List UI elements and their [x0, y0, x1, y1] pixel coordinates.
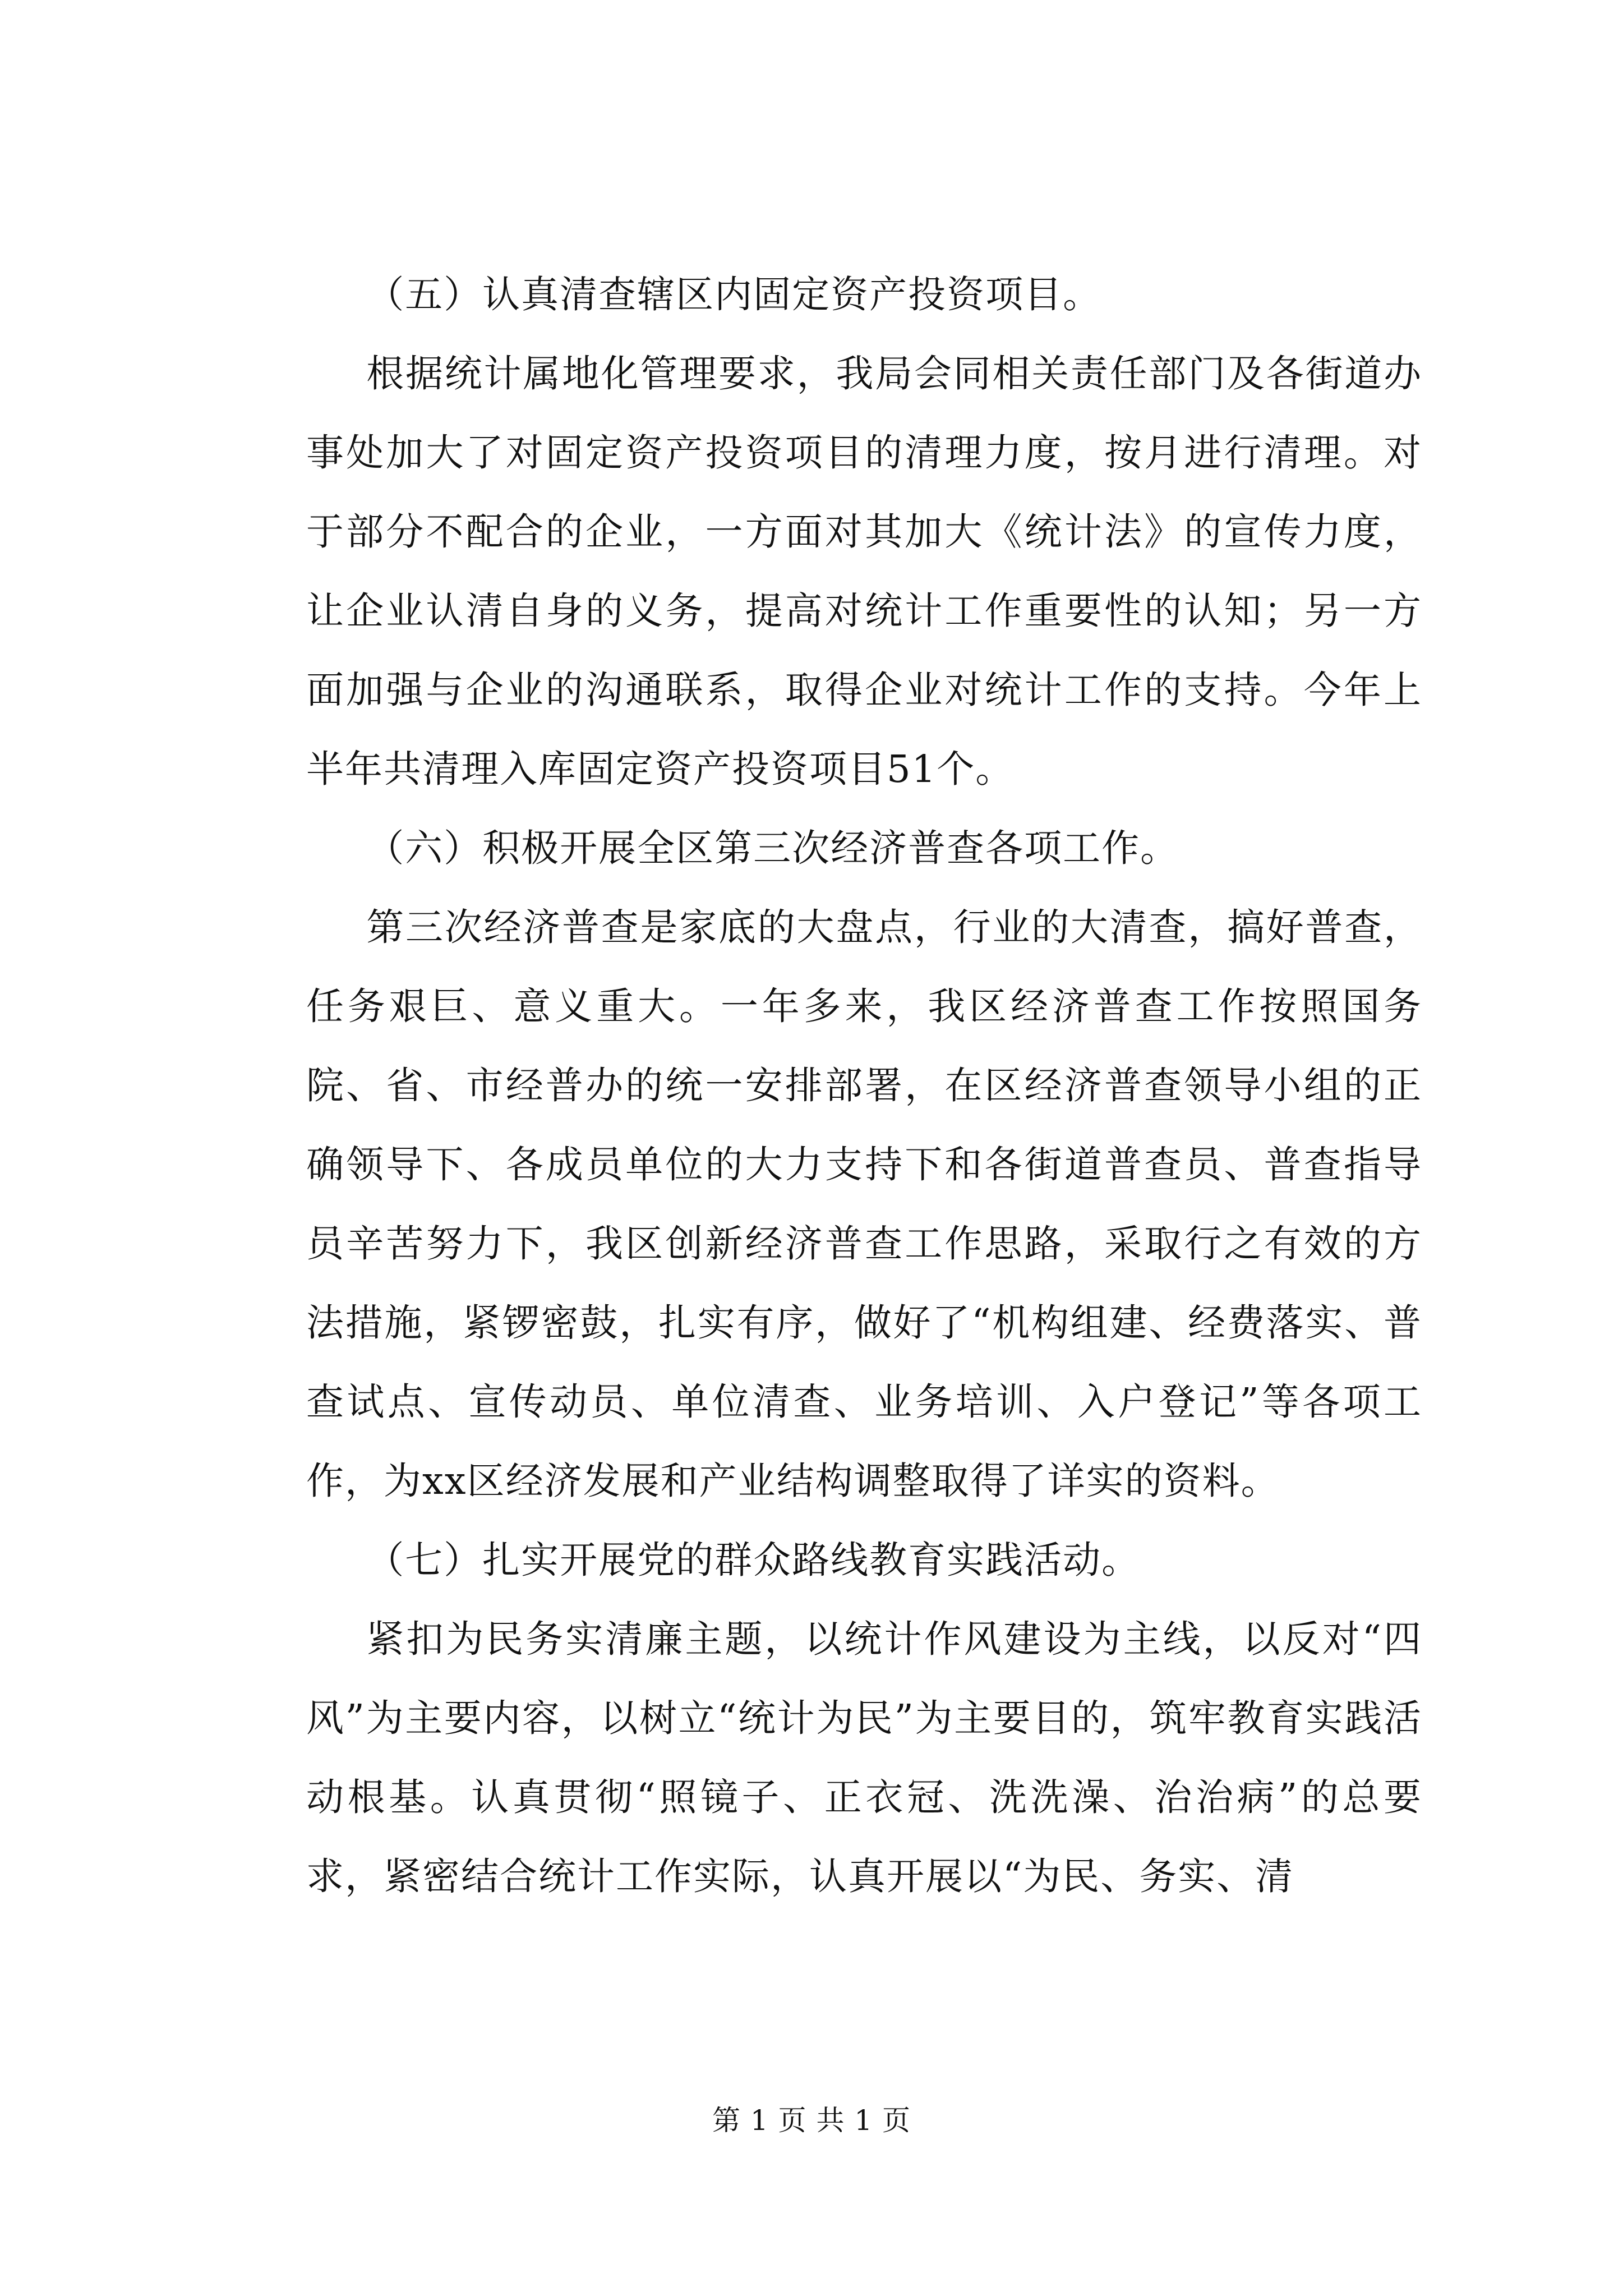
section-heading-5: （五）认真清查辖区内固定资产投资项目。 [366, 273, 1102, 316]
section-heading-7: （七）扎实开展党的群众路线教育实践活动。 [366, 1538, 1141, 1582]
paragraph-fixed-asset-projects: 根据统计属地化管理要求，我局会同相关责任部门及各街道办事处加大了对固定资产投资项目的清理力度，按月进行清理。对于部分不配合的企业，一方面对其加大《统计法》的宣传力度，让企业认清自身的义务，提高对统计工作重要性的认知；另一方面加强与企业的沟通联系，取得企业对统计工作的支持。今年上半年共清理入库固定资产投资项目51个。 [306, 352, 1422, 791]
paragraph-mass-line-activity: 紧扣为民务实清廉主题，以统计作风建设为主线，以反对“四风”为主要内容，以树立“统计为民”为主要目的，筑牢教育实践活动根基。认真贯彻“照镜子、正衣冠、洗洗澡、治治病”的总要求，紧密结合统计工作实际，认真开展以“为民、务实、清 [306, 1617, 1422, 1898]
document-body [306, 255, 1422, 1916]
page-footer: 第 1 页 共 1 页 [712, 2104, 911, 2137]
paragraph-economic-census: 第三次经济普查是家底的大盘点，行业的大清查，搞好普查，任务艰巨、意义重大。一年多来，我区经济普查工作按照国务院、省、市经普办的统一安排部署，在区经济普查领导小组的正确领导下、各成员单位的大力支持下和各街道普查员、普查指导员辛苦努力下，我区创新经济普查工作思路，采取行之有效的方法措施，紧锣密鼓，扎实有序，做好了“机构组建、经费落实、普查试点、宣传动员、单位清查、业务培训、入户登记”等各项工作，为xx区经济发展和产业结构调整取得了详实的资料。 [306, 905, 1422, 1503]
section-heading-6: （六）积极开展全区第三次经济普查各项工作。 [366, 826, 1179, 870]
